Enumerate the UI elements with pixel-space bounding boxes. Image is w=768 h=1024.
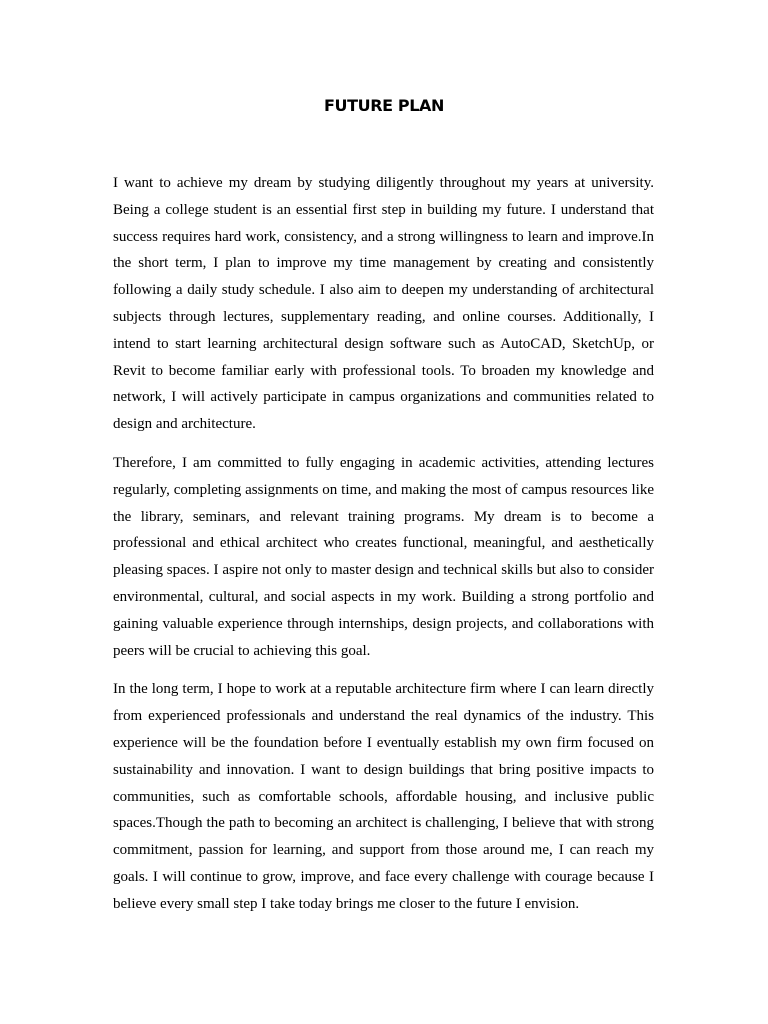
page-title: FUTURE PLAN [324,96,444,115]
document-body [113,170,654,930]
paragraph-1: I want to achieve my dream by studying diligently throughout my years at university. Being a college student is an essential first step in building my future. I understand that success requires hard work, consistency, and a strong willingness to learn and improve.In the short term, I plan to improve my time management by creating and consistently following a daily study schedule. I also aim to deepen my understanding of architectural subjects through lectures, supplementary reading, and online courses. Additionally, I intend to start learning architectural design software such as AutoCAD, SketchUp, or Revit to become familiar early with professional tools. To broaden my knowledge and network, I will actively participate in campus organizations and communities related to design and architecture. [113,175,654,433]
paragraph-3: In the long term, I hope to work at a reputable architecture firm where I can learn directly from experienced professionals and understand the real dynamics of the industry. This experience will be the foundation before I eventually establish my own firm focused on sustainability and innovation. I want to design buildings that bring positive impacts to communities, such as comfortable schools, affordable housing, and inclusive public spaces.Though the path to becoming an architect is challenging, I believe that with strong commitment, passion for learning, and support from those around me, I can reach my goals. I will continue to grow, improve, and face every challenge with courage because I believe every small step I take today brings me closer to the future I envision. [113,681,654,912]
paragraph-2: Therefore, I am committed to fully engaging in academic activities, attending lectures regularly, completing assignments on time, and making the most of campus resources like the library, seminars, and relevant training programs. My dream is to become a professional and ethical architect who creates functional, meaningful, and aesthetically pleasing spaces. I aspire not only to master design and technical skills but also to consider environmental, cultural, and social aspects in my work. Building a strong portfolio and gaining valuable experience through internships, design projects, and collaborations with peers will be crucial to achieving this goal. [113,454,654,659]
